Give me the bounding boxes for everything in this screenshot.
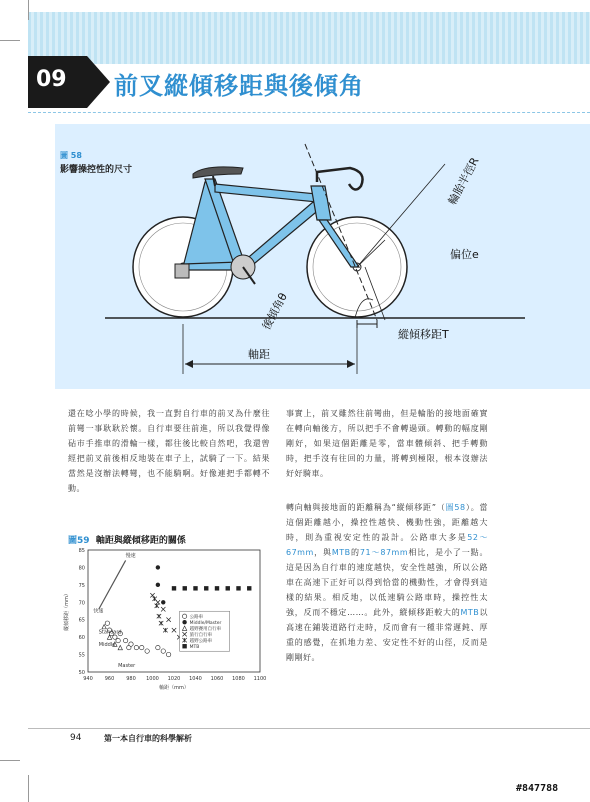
legend-entry: 旅行自行車 — [189, 633, 213, 639]
crop-mark — [0, 760, 20, 761]
data-point — [183, 586, 187, 590]
data-point — [193, 586, 197, 590]
x-tick-label: 1020 — [167, 676, 181, 682]
data-point — [166, 652, 170, 656]
annotation-fast: 快速 — [93, 608, 104, 615]
x-tick-label: 1040 — [189, 676, 202, 682]
footer-rule — [28, 728, 590, 729]
saddle — [193, 167, 243, 178]
data-point — [156, 583, 160, 587]
bicycle-illustration — [55, 124, 590, 389]
value-highlight: 71〜87mm — [359, 548, 409, 557]
data-point — [129, 642, 133, 646]
annotation-middle: Middle — [98, 641, 116, 648]
data-point — [236, 586, 240, 590]
text-span: 轉向軸與接地面的距離稱為“縱傾移距”（ — [286, 503, 446, 512]
top-tube — [215, 184, 317, 202]
y-tick-label: 50 — [78, 670, 85, 676]
data-point — [182, 620, 186, 624]
text-span: 的 — [350, 548, 360, 557]
data-point — [161, 649, 165, 653]
left-paragraph: 還在唸小學的時候，我一直對自行車的前叉為什麼往前彎一事耿耿於懷。自行車要往前進，所以我覺得像砧市手推車的滑輪一樣，都往後比較自然吧，我還曾經把前叉前後相反地裝在車子上，試騎了一下。結果當然是沒辦法轉彎，也不能騎啊。好像連把手都轉不動。 — [68, 409, 270, 493]
chapter-number: 09 — [36, 67, 67, 92]
data-point — [105, 621, 109, 625]
data-point — [172, 586, 176, 590]
data-point — [156, 645, 160, 649]
trail-label: 縱傾移距T — [398, 328, 449, 341]
annotation-slow: 慢速 — [125, 552, 136, 559]
rake-angle-label: 後傾角θ — [259, 290, 290, 333]
crop-mark — [0, 40, 20, 41]
book-title: 第一本自行車的科學解析 — [104, 734, 192, 743]
x-tick-label: 960 — [104, 676, 115, 682]
scatter-chart — [62, 544, 270, 694]
figure-ref: 圖58 — [445, 503, 466, 512]
y-tick-label: 65 — [78, 617, 85, 624]
x-tick-label: 980 — [126, 676, 136, 682]
y-axis-label: 縱傾移距（mm） — [64, 591, 70, 631]
x-tick-label: 1060 — [210, 676, 224, 682]
text-span: 相比，是小了一點。這是因為自行車的速度越快，安全性越強，所以公路車在高速下正好可以得到恰當的機動性，才會得到這樣的結果。相反地，以低速騎公路車時，操控性太強，反而不穩定……。此外，縱傾移距較大的 — [286, 548, 488, 617]
tire-radius-label: 輪胎半徑R — [445, 155, 482, 208]
annotation-master: Master — [118, 662, 136, 669]
text-span: ）。當這個距離越小，操控性越快、機動性強，距離越大時，則為重視安定性的設計。公路車大多是 — [286, 503, 489, 542]
y-tick-label: 60 — [78, 635, 85, 642]
figure-label: 圖 58 — [60, 151, 82, 160]
x-tick-label: 1080 — [232, 676, 245, 682]
y-tick-label: 75 — [78, 582, 85, 589]
page-number: 94 — [70, 733, 82, 743]
chapter-title: 前叉縱傾移距與後傾角 — [114, 72, 364, 100]
crop-mark — [28, 0, 29, 20]
data-point — [247, 586, 251, 590]
chart-title-text: 軸距與縱傾移距的關係 — [95, 536, 186, 546]
x-tick-label: 940 — [83, 676, 93, 682]
data-point — [226, 586, 230, 590]
y-tick-label: 80 — [78, 565, 85, 572]
right-paragraph-1: 事實上，前叉雖然往前彎曲，但是輪胎的接地面確實在轉向軸後方，所以把手不會轉過頭。轉動的幅度剛剛好，如果這個距離是零，當車體傾斜、把手轉動時，把手沒有往回的力量，將轉到極限，根本沒辦法好好騎車。 — [286, 409, 488, 478]
value-highlight: 52〜67mm — [286, 533, 489, 557]
data-point — [134, 645, 138, 649]
data-point — [215, 586, 219, 590]
chart-label: 圖59 — [68, 536, 90, 546]
y-tick-label: 55 — [78, 652, 85, 659]
data-point — [140, 645, 144, 649]
divider — [28, 112, 590, 113]
crop-mark — [28, 775, 29, 802]
y-tick-label: 70 — [78, 600, 85, 607]
header-band — [28, 12, 590, 64]
data-point — [123, 638, 127, 642]
legend-entry: 越野公路車 — [189, 639, 213, 645]
value-highlight: MTB — [460, 608, 480, 617]
wheelbase-label: 軸距 — [248, 348, 270, 361]
legend-entry: 越野賽用自行車 — [189, 627, 222, 633]
right-paragraph-2 — [286, 500, 488, 665]
x-tick-label: 1000 — [146, 676, 159, 682]
annotation-standard: Standard — [98, 629, 122, 636]
head-tube — [311, 186, 331, 220]
y-tick-label: 85 — [78, 548, 85, 554]
data-point — [156, 565, 160, 569]
plot-area — [88, 550, 260, 672]
value-highlight: MTB — [331, 548, 351, 557]
legend-entry: MTB — [189, 645, 200, 651]
data-point — [204, 586, 208, 590]
figure-caption: 影響操控性的尺寸 — [60, 165, 133, 175]
data-point — [161, 600, 165, 604]
legend-entry: Middle/Master — [189, 621, 222, 627]
x-tick-label: 1100 — [253, 676, 267, 682]
watermark: #847788 — [516, 783, 559, 794]
data-point — [182, 614, 186, 618]
x-axis-label: 軸距（mm） — [159, 685, 189, 691]
text-span: 以高速在鋪裝道路行走時，反而會有一種非常遲鈍、厚重的感覺，在抓地力差、安定性不好的山徑，反而是剛剛好。 — [286, 608, 489, 662]
text-span: ，與 — [313, 548, 332, 557]
data-point — [145, 649, 149, 653]
data-point — [116, 638, 120, 642]
offset-label: 偏位e — [450, 248, 479, 261]
legend-entry: 公路車 — [189, 615, 204, 621]
data-point — [182, 644, 186, 648]
